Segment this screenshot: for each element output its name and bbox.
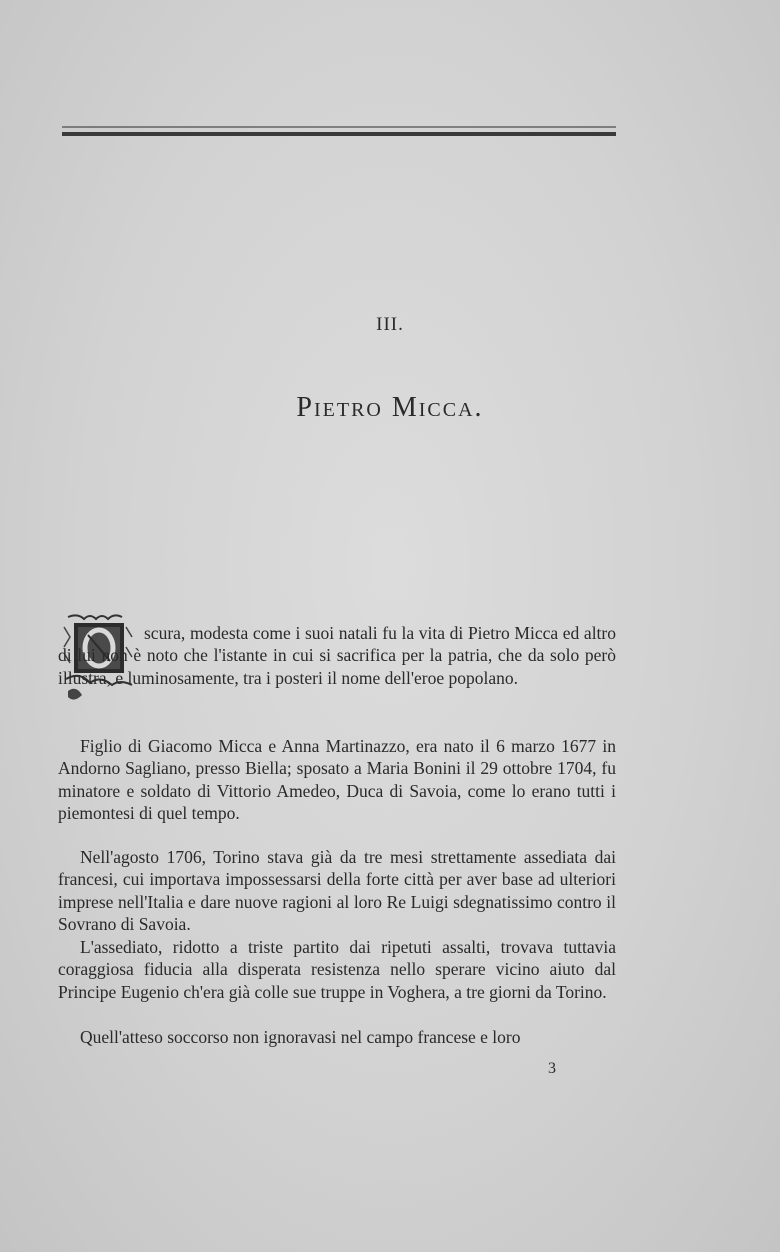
paragraph-1: scura, modesta come i suoi natali fu la vita di Pietro Micca ed altro di lui non è noto che l'istante in cui si sacrifica per la patria, che da solo però illustra, e luminosamente, tra i posteri il nome dell'eroe popolano.: [58, 623, 616, 688]
paragraph-5: Quell'atteso soccorso non ignoravasi nel campo francese e loro: [80, 1027, 521, 1047]
paragraph-2: Figlio di Giacomo Micca e Anna Martinazzo, era nato il 6 marzo 1677 in Andorno Sagliano, presso Biella; sposato a Maria Bonini il 29 ottobre 1704, fu minatore e soldato di Vittorio Amedeo, Duca di Savoia, come lo erano tutti i piemontesi di quel tempo.: [58, 736, 616, 824]
chapter-number: III.: [376, 314, 404, 335]
header-rule-thin: [62, 126, 616, 128]
chapter-title: Pietro Micca.: [296, 392, 484, 423]
paragraph-4: L'assediato, ridotto a triste partito dai ripetuti assalti, trovava tuttavia coraggiosa fiducia alla disperata resistenza nello sperare vicino aiuto dal Principe Eugenio ch'era già colle sue truppe in Voghera, a tre giorni da Torino.: [58, 937, 616, 1002]
paragraph-3: Nell'agosto 1706, Torino stava già da tre mesi strettamente assediata dai francesi, cui importava impossessarsi della forte città per aver base ad ulteriori imprese nell'Italia e dare nuove ragioni al loro Re Luigi sdegnatissimo contro il Sovrano di Savoia.: [58, 847, 616, 935]
header-rule-thick: [62, 132, 616, 136]
page-number: 3: [548, 1060, 556, 1077]
